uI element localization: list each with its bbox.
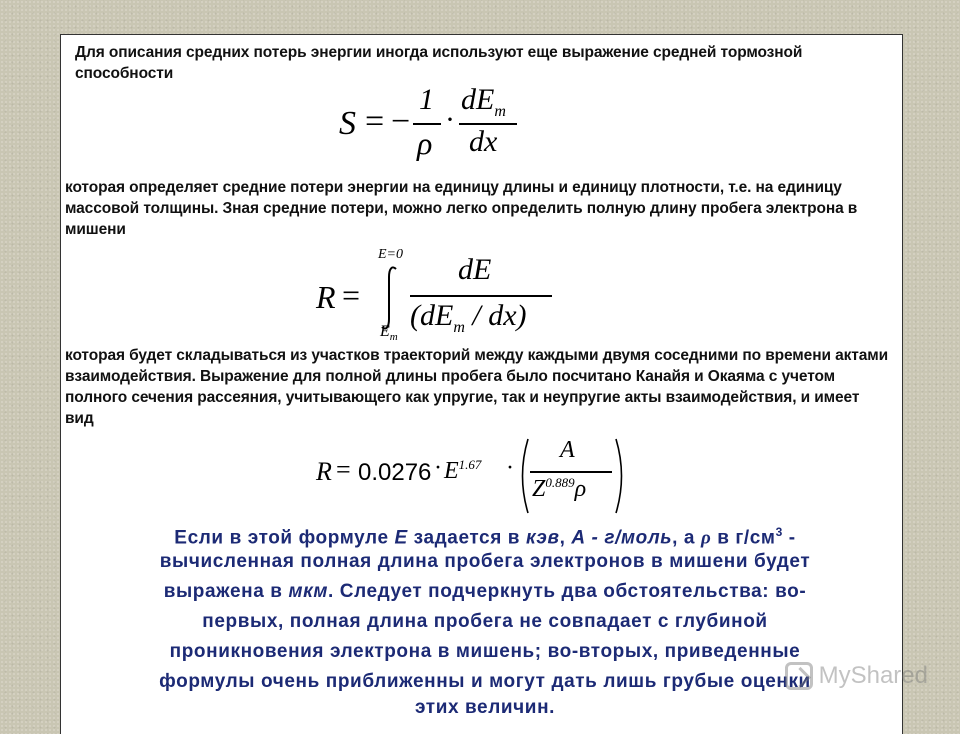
formula-1-dot: · [445,103,455,136]
paragraph-3: которая будет складываться из участков траекторий между каждыми двумя соседними по времени актами взаимодействия. Выражение для полной длины пробега было посчитано Канайя и Окаяма с учетом полного сечения рассеяния, учитывающего как упругие, так и неупругие акты взаимодействия, и имеет вид [65,347,889,427]
formula-3-den: $Z^{0.889}\rho$ [532,475,587,502]
integral-sign [380,265,400,331]
fraction-bar [410,295,552,297]
paragraph-2: которая определяет средние потери энергии на единицу длины и единицу плотности, т.е. на единицу массовой толщины. Зная средние потери, можно легко определить полную длину пробега электрона в мишени [65,179,858,238]
formula-1-lhs: S [339,105,356,142]
formula-1-num1: 1 [419,83,434,116]
blue-note-line-2: вычисленная полная длина пробега электронов в мишени будет [159,551,811,572]
watermark-text: MyShared [818,662,928,689]
blue-note-line-1: Если в этой формуле Е задается в кэв, А - г/моль, а ρ в $г/см^3$ - [174,525,796,549]
formula-3-dot: · [434,455,442,481]
formula-kanaya-okayama [316,435,636,515]
blue-note-line-6: формулы очень приближенны и могут дать лишь грубые оценки [159,671,811,692]
formula-2-eq: = [342,277,361,313]
blue-note-line-3: выражена в мкм. Следует подчеркнуть два обстоятельства: во- [163,581,807,602]
paragraph-1: Для описания средних потерь энергии иногда используют еще выражение средней тормозной способности [75,44,803,82]
blue-note-line-4: первых, полная длина пробега не совпадает с глубиной [202,611,768,632]
watermark-logo [785,662,928,690]
formula-stopping-power [339,85,539,167]
fraction-bar [530,471,612,473]
formula-range-integral [316,249,576,345]
formula-2-lhs: R [316,279,336,315]
blue-note-line-5: проникновения электрона в мишень; во-вторых, приведенные [169,641,801,662]
formula-1-den1: ρ [417,125,433,161]
formula-3-dot2: · [506,455,514,481]
blue-note-line-7: этих величин. [414,697,556,718]
formula-1-num2: $dE_m$ [461,83,506,120]
formula-1-eq: = [365,103,385,140]
formula-3-coef: 0.0276 [358,459,432,486]
paren-left [516,437,530,515]
formula-2-num: dE [458,253,492,286]
integral-lower-limit: $E_m$ [380,323,398,344]
paren-right [614,437,628,515]
formula-3-base: $E^{1.67}$ [444,457,482,484]
integral-upper-limit: E=0 [378,247,403,262]
formula-1-minus: − [391,103,411,140]
formula-2-den: $(dE_m / dx)$ [410,299,527,336]
formula-3-eq: = [336,455,351,484]
share-icon [785,662,813,690]
slide [60,34,903,734]
formula-3-num: A [560,437,575,463]
formula-1-den2: dx [469,125,498,158]
formula-3-lhs: R [316,457,332,486]
